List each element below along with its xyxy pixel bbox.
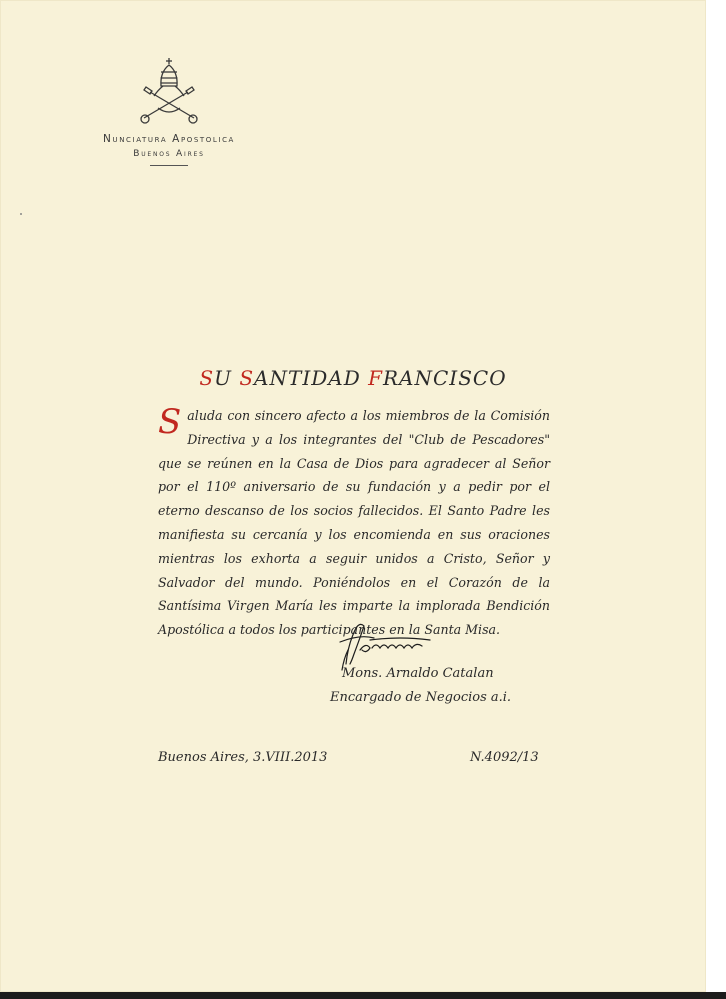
page-title <box>160 366 546 390</box>
signer-name: Mons. Arnaldo Catalan <box>342 666 494 681</box>
scan-right-margin <box>706 0 726 999</box>
heading-initial-3: F <box>368 366 383 390</box>
heading-initial-1: S <box>199 366 215 390</box>
papal-keys-tiara-icon <box>136 56 202 126</box>
body-paragraph: aluda con sincero afecto a los miembros de la Comisión Directiva y a los integrantes del "Club de Pescadores" que se reúnen en la Casa de Dios para agradecer al Señor por el 110º aniversario de su fundación y a pedir por el eterno descanso de los socios fallecidos. El Santo Padre les manifiesta su cercanía y los encomienda en sus oraciones mientras los exhorta a seguir unidos a Cristo, Señor y Salvador del mundo. Poniéndolos en el Corazón de la Santísima Virgen María les imparte la implorada Bendición Apostólica a todos los participantes en la Santa Misa. <box>158 408 550 638</box>
signer-role: Encargado de Negocios a.i. <box>330 690 512 705</box>
letter-body <box>158 404 550 642</box>
letterhead-title: Nunciatura Apostolica <box>103 133 235 145</box>
handwritten-signature <box>330 614 470 674</box>
paper-speck <box>20 213 22 215</box>
reference-number: N.4092/13 <box>470 750 539 765</box>
letterhead-divider <box>150 165 188 166</box>
place-and-date: Buenos Aires, 3.VIII.2013 <box>158 750 328 765</box>
letterhead-city: Buenos Aires <box>133 149 205 159</box>
heading-word-1-rest: U <box>214 366 232 390</box>
body-dropcap: S <box>158 402 182 442</box>
heading-word-3-rest: RANCISCO <box>382 366 507 390</box>
heading-initial-2: S <box>239 366 255 390</box>
heading-word-2-rest: ANTIDAD <box>254 366 361 390</box>
scan-bottom-border <box>0 992 726 999</box>
